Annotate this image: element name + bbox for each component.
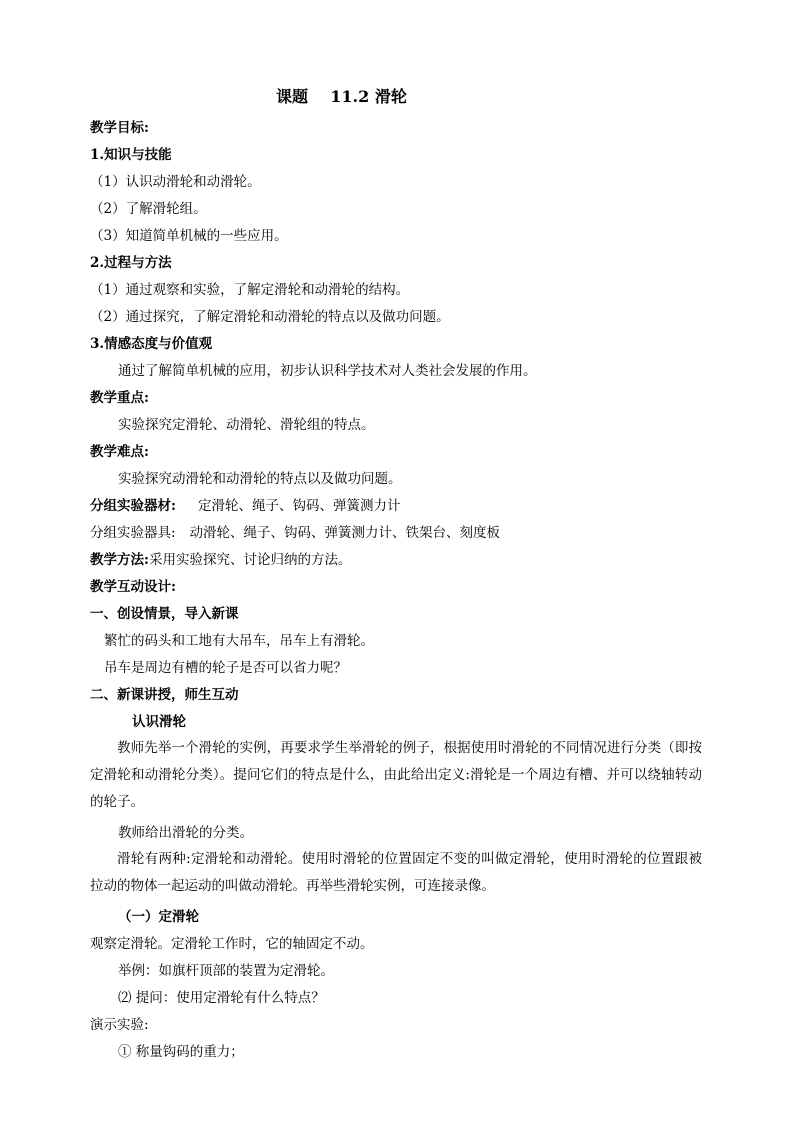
equipment-line-1 xyxy=(90,497,400,515)
observe-text: 观察定滑轮。定滑轮工作时，它的轴固定不动。 xyxy=(90,936,374,952)
list-item: （2）了解滑轮组。 xyxy=(90,201,207,217)
method-line xyxy=(90,551,351,569)
question-text: ⑵ 提问：使用定滑轮有什么特点？ xyxy=(118,990,325,1006)
intro-line-1: 繁忙的码头和工地有大吊车，吊车上有滑轮。 xyxy=(104,633,374,649)
document-title: 课题 11.2 滑轮 xyxy=(276,87,407,106)
key-points-heading: 教学重点: xyxy=(90,390,149,406)
list-item: （2）通过探究，了解定滑轮和动滑轮的特点以及做功问题。 xyxy=(90,309,450,325)
sub-heading-pulley: 认识滑轮 xyxy=(132,714,186,730)
list-item: （1）通过观察和实验，了解定滑轮和动滑轮的结构。 xyxy=(90,282,410,298)
design-heading: 教学互动设计: xyxy=(90,579,176,595)
section-heading-knowledge: 1.知识与技能 xyxy=(90,147,172,163)
part-heading-1: 一、创设情景，导入新课 xyxy=(90,606,239,622)
paragraph-types: 滑轮有两种:定滑轮和动滑轮。使用时滑轮的位置固定不变的叫做定滑轮，使用时滑轮的位置跟被拉动的物体一起运动的叫做动滑轮。再举些滑轮实例，可连接录像。 xyxy=(90,851,702,894)
part-heading-2: 二、新课讲授，师生互动 xyxy=(90,687,239,703)
equipment-label: 分组实验器材: xyxy=(90,498,176,514)
equipment-label: 分组实验器具: xyxy=(90,525,176,541)
example-text: 举例：如旗杆顶部的装置为定滑轮。 xyxy=(118,963,334,979)
list-item: （1）认识动滑轮和动滑轮。 xyxy=(90,174,261,190)
method-label: 教学方法: xyxy=(90,552,149,568)
demo-step-1: ① 称量钩码的重力； xyxy=(118,1044,244,1060)
classification-text: 教师给出滑轮的分类。 xyxy=(118,825,253,841)
key-points-text: 实验探究定滑轮、动滑轮、滑轮组的特点。 xyxy=(118,417,375,433)
fixed-pulley-heading: （一）定滑轮 xyxy=(118,909,199,925)
intro-line-2: 吊车是周边有槽的轮子是否可以省力呢？ xyxy=(104,660,347,676)
section-heading-values: 3.情感态度与价值观 xyxy=(90,336,213,352)
paragraph-definition: 教师先举一个滑轮的实例，再要求学生举滑轮的例子，根据使用时滑轮的不同情况进行分类（即按定滑轮和动滑轮分类）。提问它们的特点是什么，由此给出定义:滑轮是一个周边有槽、并可以绕轴转动的轮子。 xyxy=(90,740,702,810)
equipment-line-2 xyxy=(90,524,500,542)
section-heading-process: 2.过程与方法 xyxy=(90,255,172,271)
equipment-text: 动滑轮、绳子、钩码、弹簧测力计、铁架台、刻度板 xyxy=(189,525,501,541)
demo-heading: 演示实验: xyxy=(90,1017,149,1033)
equipment-text: 定滑轮、绳子、钩码、弹簧测力计 xyxy=(197,498,401,514)
difficulty-heading: 教学难点: xyxy=(90,444,149,460)
difficulty-text: 实验探究动滑轮和动滑轮的特点以及做功问题。 xyxy=(118,471,402,487)
values-text: 通过了解简单机械的应用，初步认识科学技术对人类社会发展的作用。 xyxy=(118,363,537,379)
goal-heading: 教学目标: xyxy=(90,120,149,136)
list-item: （3）知道简单机械的一些应用。 xyxy=(90,228,288,244)
method-text: 采用实验探究、讨论归纳的方法。 xyxy=(148,552,352,568)
